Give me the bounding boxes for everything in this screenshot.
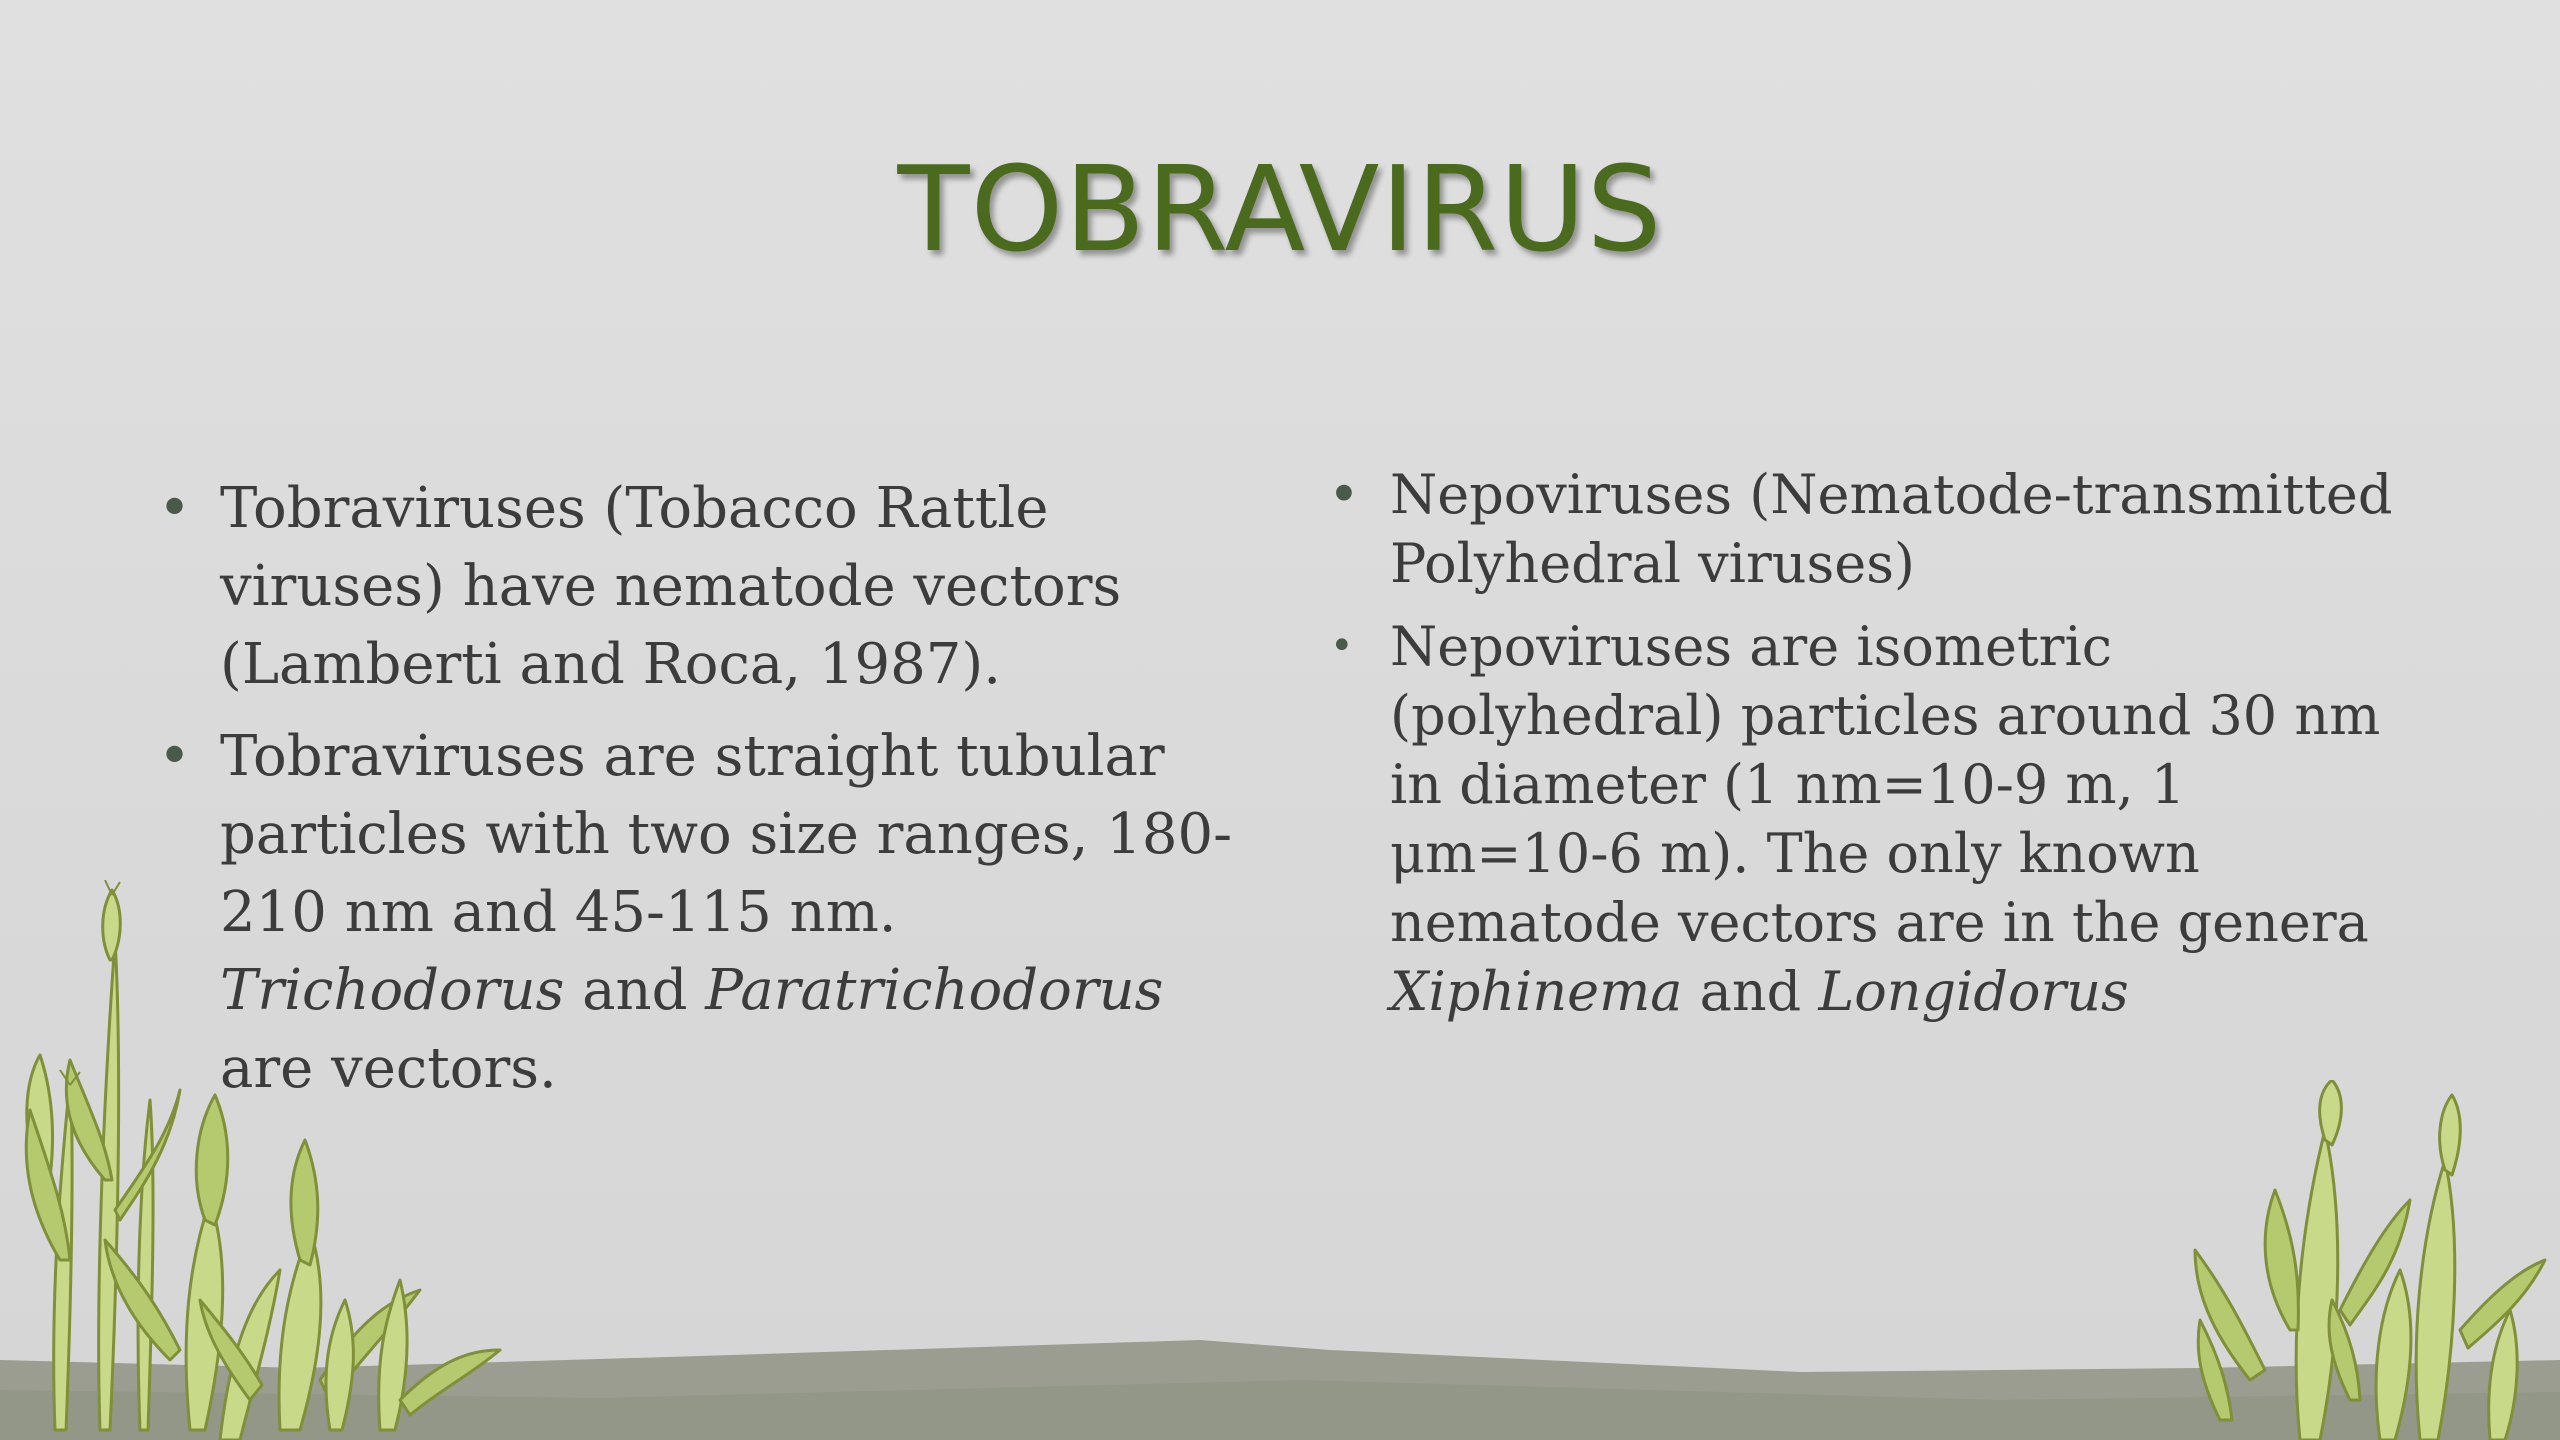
bullet-text: Nepoviruses (Nematode-transmitted Polyhedral viruses) bbox=[1390, 463, 2393, 595]
genus-name: Xiphinema bbox=[1390, 960, 1683, 1023]
bullet-item bbox=[1310, 612, 2420, 1026]
genus-name: Longidorus bbox=[1818, 960, 2129, 1023]
grass-plant-icon bbox=[2100, 1080, 2560, 1440]
slide-title: TOBRAVIRUS bbox=[897, 140, 1663, 278]
genus-name: Trichodorus bbox=[220, 958, 565, 1023]
genus-name: Paratrichodorus bbox=[705, 958, 1164, 1023]
grass-plant-icon bbox=[0, 880, 560, 1440]
bullet-text: are vectors. bbox=[220, 1036, 557, 1101]
bullet-item bbox=[1310, 460, 2420, 598]
bullet-text: Nepoviruses are isometric (polyhedral) particles around 30 nm in diameter (1 nm=10-9 m, 1 μm=10-6 m). The only known nematode vectors are in the genera bbox=[1390, 615, 2381, 954]
bullet-dot-icon: • bbox=[158, 476, 192, 541]
bullet-text: and bbox=[564, 958, 706, 1023]
bullet-text: Tobraviruses are straight tubular particles with two size ranges, 180-210 nm and 45-115 nm. bbox=[220, 724, 1232, 945]
bullet-dot-icon: • bbox=[158, 724, 192, 789]
right-text-column bbox=[1310, 460, 2420, 1040]
bullet-item bbox=[140, 470, 1250, 704]
bullet-dot-icon: • bbox=[1328, 463, 1360, 526]
bullet-text: and bbox=[1682, 960, 1819, 1023]
right-bullet-list bbox=[1310, 460, 2420, 1026]
bullet-text: Tobraviruses (Tobacco Rattle viruses) have nematode vectors (Lamberti and Roca, 1987). bbox=[220, 476, 1122, 697]
bullet-dot-icon: • bbox=[1330, 623, 1354, 669]
